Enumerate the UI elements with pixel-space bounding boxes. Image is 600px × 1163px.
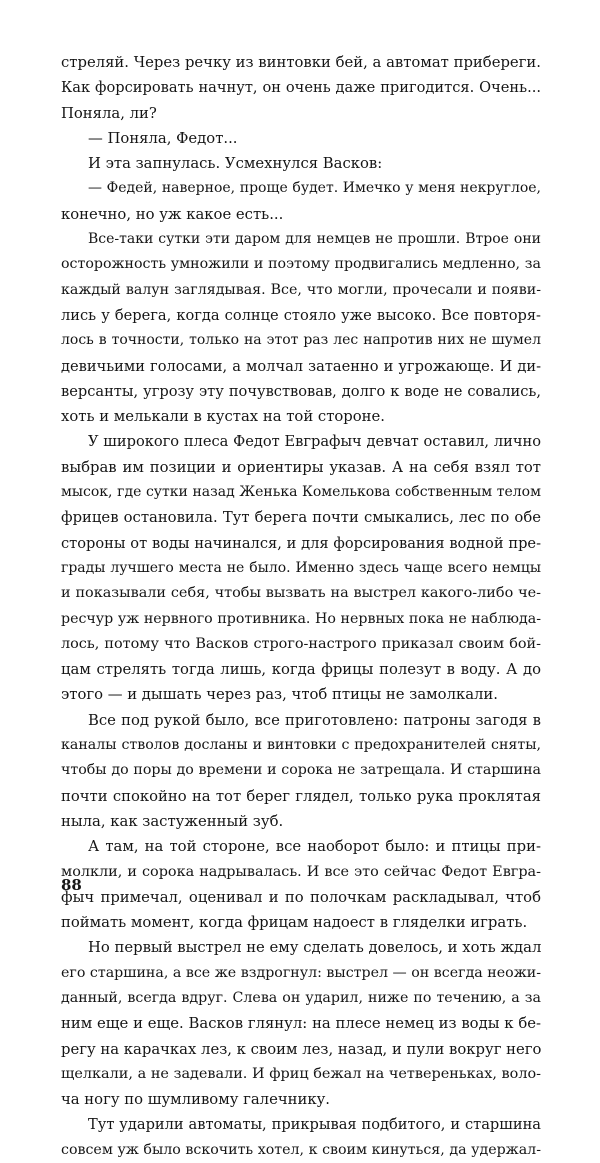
text-line bbox=[61, 708, 541, 733]
text-line-content: каждый валун заглядывая. Все, что могли, прочесали и появи- bbox=[61, 281, 541, 298]
text-line-content: стороны от воды начинался, и для форсирования водной пре- bbox=[61, 534, 541, 552]
text-line-content: фыч примечал, оценивал и по полочкам раскладывал, чтоб bbox=[61, 888, 541, 906]
text-line bbox=[61, 354, 541, 379]
text-line bbox=[61, 429, 541, 454]
text-line bbox=[61, 75, 541, 100]
text-line-content: Поняла, ли? bbox=[61, 104, 157, 122]
text-line-content: лось в точности, только на этот раз лес напротив них не шумел bbox=[61, 332, 541, 349]
text-line-content: поймать момент, когда фрицам надоест в гляделки играть. bbox=[61, 914, 528, 932]
text-line bbox=[61, 455, 541, 480]
text-line bbox=[61, 202, 541, 227]
text-line-content: — Поняла, Федот... bbox=[88, 129, 238, 147]
text-line-content: Но первый выстрел не ему сделать довелось, и хоть ждал bbox=[88, 939, 541, 957]
text-line-content: фрицев остановила. Тут берега почти смыкались, лес по обе bbox=[61, 509, 541, 527]
text-line-content: ча ногу по шумливому галечнику. bbox=[61, 1091, 331, 1109]
text-line-content: регу на карачках лез, к своим лез, назад, и пули вокруг него bbox=[61, 1040, 541, 1058]
body-text bbox=[61, 50, 541, 1163]
text-line-content: конечно, но уж какое есть... bbox=[61, 205, 284, 223]
text-line bbox=[61, 809, 541, 834]
text-line-content: И эта запнулась. Усмехнулся Васков: bbox=[88, 155, 383, 173]
text-line-content: его старшина, а все же вздрогнул: выстрел — он всегда неожи- bbox=[61, 964, 541, 981]
text-line-content: грады лучшего места не было. Именно здесь чаще всего немцы bbox=[61, 559, 541, 576]
text-line bbox=[61, 531, 541, 556]
text-line-content: — Федей, наверное, проще будет. Имечко у меня некруглое, bbox=[88, 180, 541, 197]
text-line bbox=[61, 733, 541, 758]
text-line-content: мысок, где сутки назад Женька Комелькова собственным телом bbox=[61, 484, 541, 501]
text-line-content: чтобы до поры до времени и сорока не затрещала. И старшина bbox=[61, 762, 541, 779]
text-line bbox=[61, 101, 541, 126]
text-line bbox=[61, 252, 541, 277]
text-line bbox=[61, 581, 541, 606]
text-line bbox=[61, 1062, 541, 1087]
text-line bbox=[61, 834, 541, 859]
text-line bbox=[61, 151, 541, 176]
text-line bbox=[61, 961, 541, 986]
text-line-content: цам стрелять тогда лишь, когда фрицы полезут в воду. А до bbox=[61, 661, 541, 679]
text-line-content: лось, потому что Васков строго-настрого приказал своим бой- bbox=[61, 635, 541, 652]
text-line bbox=[61, 126, 541, 151]
text-line bbox=[61, 1138, 541, 1163]
text-line bbox=[61, 1011, 541, 1036]
text-line bbox=[61, 50, 541, 75]
text-line-content: хоть и мелькали в кустах на той стороне. bbox=[61, 408, 385, 426]
text-line bbox=[61, 1087, 541, 1112]
text-line-content: данный, всегда вдруг. Слева он ударил, ниже по течению, а за bbox=[61, 989, 541, 1006]
text-line bbox=[61, 278, 541, 303]
text-line-content: девичьими голосами, а молчал затаенно и угрожающе. И ди- bbox=[61, 357, 541, 375]
text-line bbox=[61, 404, 541, 429]
text-line bbox=[61, 935, 541, 960]
text-line bbox=[61, 379, 541, 404]
text-line bbox=[61, 784, 541, 809]
text-line-content: ним еще и еще. Васков глянул: на плесе немец из воды к бе- bbox=[61, 1015, 541, 1033]
text-line-content: осторожность умножили и поэтому продвигались медленно, за bbox=[61, 256, 541, 273]
text-line-content: У широкого плеса Федот Евграфыч девчат оставил, лично bbox=[88, 433, 541, 451]
text-line bbox=[61, 682, 541, 707]
text-line-content: Как форсировать начнут, он очень даже пригодится. Очень... bbox=[61, 79, 541, 97]
text-line-content: щелкали, а не задевали. И фриц бежал на четвереньках, воло- bbox=[61, 1065, 541, 1082]
text-line bbox=[61, 986, 541, 1011]
text-line-content: лись у берега, когда солнце стояло уже высоко. Все повторя- bbox=[61, 306, 541, 324]
text-line bbox=[61, 480, 541, 505]
text-line-content: почти спокойно на тот берег глядел, только рука проклятая bbox=[61, 787, 541, 805]
text-line-content: ныла, как застуженный зуб. bbox=[61, 812, 284, 830]
text-line bbox=[61, 632, 541, 657]
text-line-content: А там, на той стороне, все наоборот было: и птицы при- bbox=[88, 838, 541, 856]
text-line-content: Все под рукой было, все приготовлено: патроны загодя в bbox=[88, 711, 541, 729]
text-line bbox=[61, 607, 541, 632]
text-line bbox=[61, 505, 541, 530]
text-line-content: версанты, угрозу эту почувствовав, долго к воде не совались, bbox=[61, 382, 541, 400]
text-line-content: и показывали себя, чтобы вызвать на выстрел какого-либо че- bbox=[61, 585, 541, 602]
text-line bbox=[61, 885, 541, 910]
text-line-content: выбрав им позиции и ориентиры указав. А на себя взял тот bbox=[61, 458, 541, 476]
text-line-content: Тут ударили автоматы, прикрывая подбитого, и старшина bbox=[88, 1116, 541, 1134]
text-line-content: молкли, и сорока надрывалась. И все это сейчас Федот Евгра- bbox=[61, 863, 541, 880]
text-line-content: этого — и дышать через раз, чтоб птицы не замолкали. bbox=[61, 686, 498, 704]
text-line bbox=[61, 758, 541, 783]
text-line bbox=[61, 227, 541, 252]
text-line bbox=[61, 860, 541, 885]
text-line bbox=[61, 176, 541, 201]
text-line-content: совсем уж было вскочить хотел, к своим кинуться, да удержал- bbox=[61, 1141, 541, 1158]
text-line bbox=[61, 1037, 541, 1062]
text-line-content: каналы стволов досланы и винтовки с предохранителей сняты, bbox=[61, 737, 541, 754]
text-line bbox=[61, 303, 541, 328]
text-line-content: ресчур уж нервного противника. Но нервных пока не наблюда- bbox=[61, 610, 541, 627]
text-line bbox=[61, 556, 541, 581]
text-line bbox=[61, 910, 541, 935]
text-line-content: Все-таки сутки эти даром для немцев не прошли. Втрое они bbox=[88, 231, 541, 248]
text-line-content: стреляй. Через речку из винтовки бей, а автомат прибереги. bbox=[61, 54, 541, 71]
page-number: 88 bbox=[61, 876, 82, 894]
text-line bbox=[61, 328, 541, 353]
text-line bbox=[61, 657, 541, 682]
text-line bbox=[61, 1112, 541, 1137]
